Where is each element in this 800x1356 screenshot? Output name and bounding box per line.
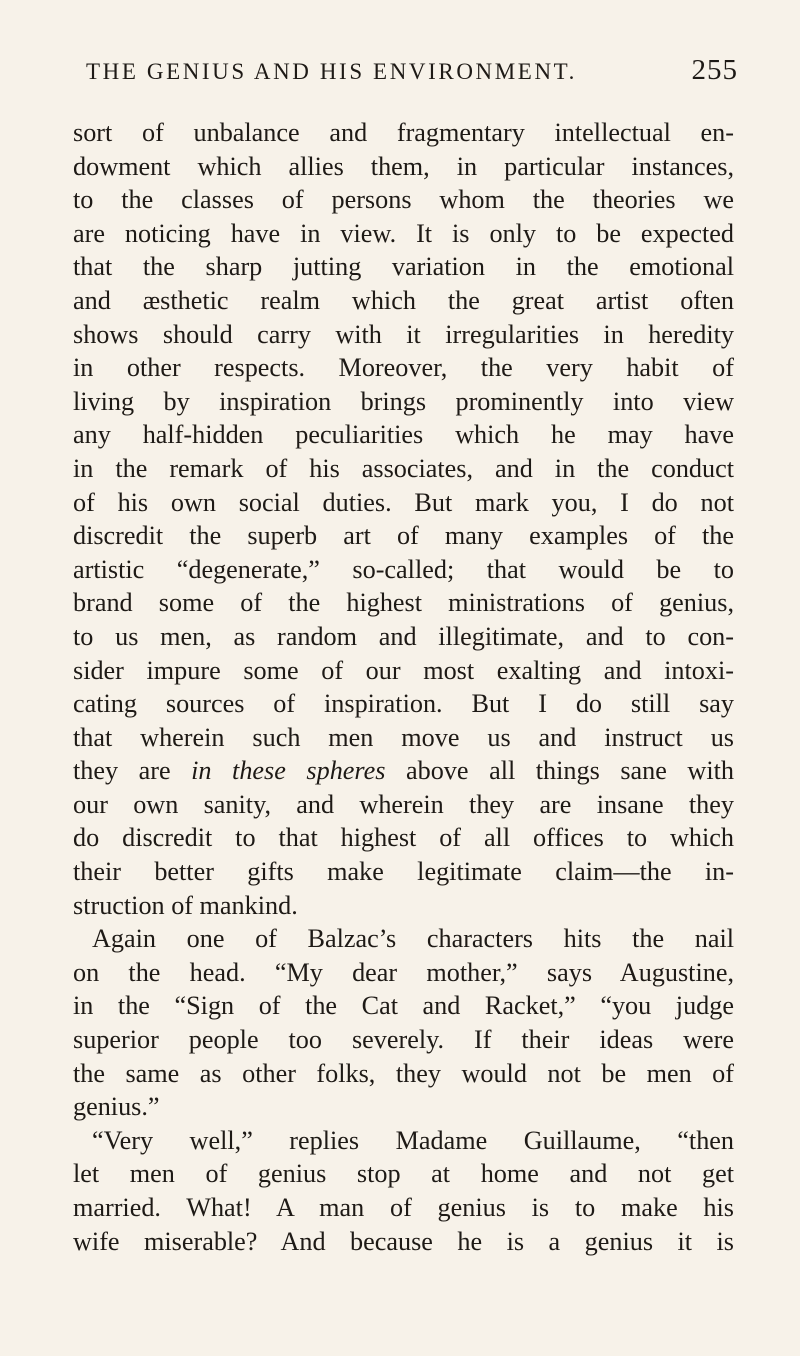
text-line: struction of mankind. [73, 890, 298, 920]
text-line: living by inspiration brings prominently into view [73, 386, 734, 416]
text-line: let men of genius stop at home and not get [73, 1159, 734, 1189]
body-text [73, 116, 734, 1258]
text-line: on the head. “My dear mother,” says Augustine, [73, 957, 734, 987]
text-line: to us men, as random and illegitimate, and to con- [73, 621, 734, 651]
running-head [81, 54, 738, 94]
text-line: in other respects. Moreover, the very habit of [73, 353, 734, 383]
text-run: they are [73, 756, 192, 786]
text-line: their better gifts make legitimate claim—the in- [73, 857, 734, 887]
page-number: 255 [691, 54, 738, 86]
text-line: to the classes of persons whom the theories we [73, 185, 734, 215]
text-line: dowment which allies them, in particular instances, [73, 151, 734, 181]
text-line: married. What! A man of genius is to make his [73, 1193, 734, 1222]
text-line: our own sanity, and wherein they are insane they [73, 789, 734, 819]
text-line: do discredit to that highest of all offices to which [73, 823, 734, 853]
text-line: sider impure some of our most exalting and intoxi- [73, 655, 734, 685]
running-title: THE GENIUS AND HIS ENVIRONMENT. [86, 59, 577, 84]
text-line: shows should carry with it irregularities in heredity [73, 319, 734, 349]
text-line-with-italic [73, 754, 734, 788]
text-run: above all things sane with [385, 756, 734, 786]
text-line: that the sharp jutting variation in the emotional [73, 252, 734, 282]
text-line: any half-hidden peculiarities which he may have [73, 420, 734, 450]
text-line: in the “Sign of the Cat and Racket,” “you judge [73, 991, 734, 1021]
text-line: brand some of the highest ministrations of genius, [73, 588, 734, 618]
text-line: artistic “degenerate,” so-called; that would be to [73, 554, 734, 584]
text-line: the same as other folks, they would not be men of [73, 1058, 734, 1088]
text-line: sort of unbalance and fragmentary intellectual en- [73, 118, 734, 147]
text-line: of his own social duties. But mark you, I do not [73, 487, 734, 517]
text-line: superior people too severely. If their ideas were [73, 1025, 734, 1055]
text-line: that wherein such men move us and instruct us [73, 722, 734, 752]
text-line: discredit the superb art of many examples of the [73, 521, 734, 551]
paragraph-first-line: “Very well,” replies Madame Guillaume, “then [92, 1125, 734, 1155]
text-line: in the remark of his associates, and in the conduct [73, 453, 734, 483]
paragraph-first-line: Again one of Balzac’s characters hits the nail [92, 924, 734, 954]
text-line: wife miserable? And because he is a genius it is [73, 1226, 734, 1256]
italic-phrase: in these spheres [191, 756, 386, 786]
text-line: cating sources of inspiration. But I do still say [73, 689, 734, 719]
text-line: genius.” [73, 1092, 160, 1122]
text-line: are noticing have in view. It is only to be expected [73, 218, 734, 248]
text-line: and æsthetic realm which the great artist often [73, 285, 734, 315]
